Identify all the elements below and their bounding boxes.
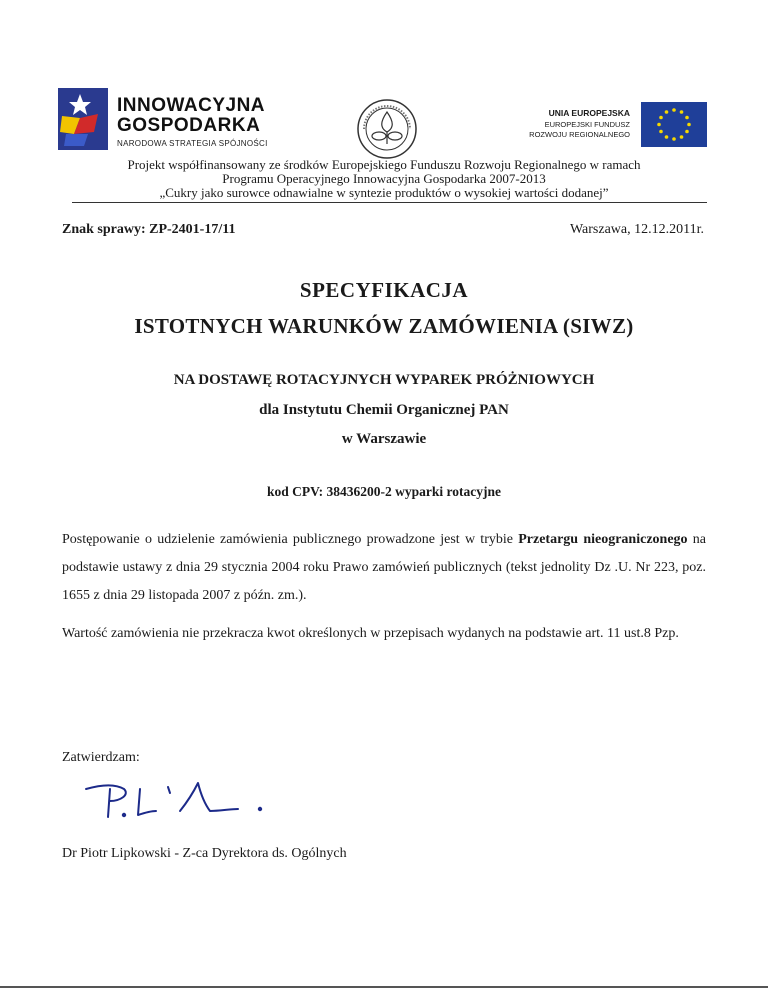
ig-title-line1: INNOWACYJNA (117, 95, 266, 116)
eu-flag-icon (641, 102, 707, 147)
eu-label-line3: ROZWOJU REGIONALNEGO (529, 130, 630, 139)
procedure-paragraph (62, 526, 706, 610)
subject-line1: NA DOSTAWĘ ROTACYJNYCH WYPAREK PRÓŻNIOWYCH (173, 372, 595, 388)
project-line-2: Programu Operacyjnego Innowacyjna Gospodarka 2007-2013 (222, 171, 546, 186)
innowacyjna-gospodarka-logo (58, 88, 108, 150)
approval-label: Zatwierdzam: (62, 750, 140, 765)
institute-seal-icon (356, 98, 418, 160)
subject-line2: dla Instytutu Chemii Organicznej PAN (259, 402, 509, 418)
document-title-line2: ISTOTNYCH WARUNKÓW ZAMÓWIENIA (SIWZ) (134, 314, 634, 338)
case-reference: Znak sprawy: ZP-2401-17/11 (62, 222, 236, 237)
procedure-mode: Przetargu nieograniczonego (518, 532, 688, 547)
document-title-line1: SPECYFIKACJA (299, 278, 469, 302)
cpv-code: kod CPV: 38436200-2 wyparki rotacyjne (266, 484, 501, 499)
ig-title-line2: GOSPODARKA (117, 115, 261, 136)
procedure-text-pre: Postępowanie o udzielenie zamówienia publicznego prowadzone jest w trybie (62, 532, 519, 547)
subject-line3: w Warszawie (341, 431, 427, 447)
page-bottom-edge (0, 986, 768, 988)
handwritten-signature (80, 775, 280, 825)
document-date: Warszawa, 12.12.2011r. (569, 222, 704, 237)
eu-label-line2: EUROPEJSKI FUNDUSZ (544, 120, 630, 129)
procedure-text-post: na podstawie ustawy z dnia 29 stycznia 2004 roku Prawo zamówień publicznych (tekst jednolity Dz .U. Nr 223, poz. 1655 z dnia 29 listopada 2007 z późn. zm.). (62, 532, 706, 603)
eu-label-line1: UNIA EUROPEJSKA (548, 108, 630, 118)
project-line-1: Projekt współfinansowany ze środków Europejskiego Funduszu Rozwoju Regionalnego w ramach (127, 157, 641, 172)
signer-name: Dr Piotr Lipkowski - Z-ca Dyrektora ds. Ogólnych (62, 846, 347, 861)
header-divider (72, 202, 707, 203)
ig-title-line3: NARODOWA STRATEGIA SPÓJNOŚCI (117, 139, 268, 148)
project-line-3: „Cukry jako surowce odnawialne w syntezie produktów o wysokiej wartości dodanej” (159, 185, 609, 200)
value-paragraph: Wartość zamówienia nie przekracza kwot określonych w przepisach wydanych na podstawie art. 11 ust.8 Pzp. (62, 626, 679, 641)
